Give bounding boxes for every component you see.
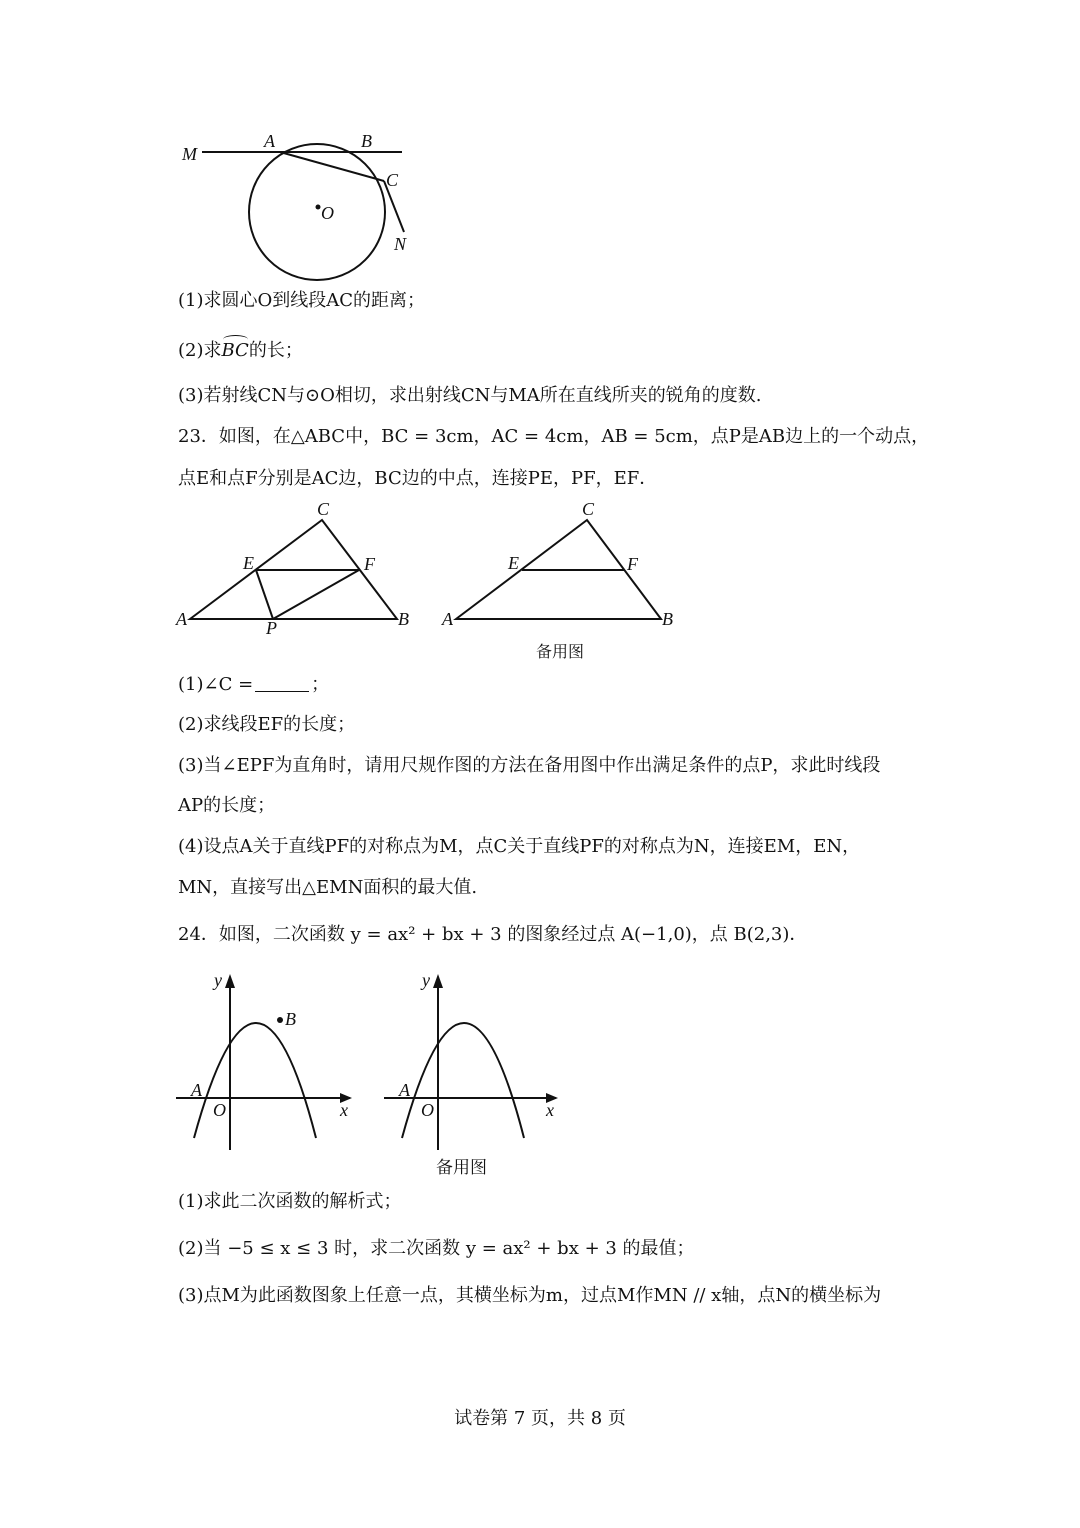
q24-part1: (1)求此二次函数的解析式； — [178, 1191, 402, 1212]
q23-part1-suffix: ； — [311, 674, 330, 695]
q23-part4-line2: MN，直接写出△EMN面积的最大值. — [178, 877, 478, 898]
q22-part2-suffix: 的长； — [248, 340, 303, 361]
parabola-figure-main — [170, 968, 370, 1150]
tri-label-C: C — [317, 499, 330, 519]
p1-label-B: B — [285, 1009, 296, 1029]
answer-blank[interactable] — [255, 673, 309, 692]
p1-label-O: O — [213, 1100, 226, 1120]
triangle-figure-spare — [436, 498, 696, 638]
label-A: A — [264, 131, 275, 151]
tri-label-E: E — [243, 553, 254, 573]
tri-label-A: A — [176, 609, 187, 629]
q23-part4-line1: (4)设点A关于直线PF的对称点为M，点C关于直线PF的对称点为N，连接EM，EN， — [178, 836, 861, 857]
label-C: C — [386, 170, 399, 190]
q23-part3-line1: (3)当∠EPF为直角时，请用尺规作图的方法在备用图中作出满足条件的点P，求此时线段 — [178, 755, 881, 776]
label-N: N — [394, 234, 407, 254]
q24-part3: (3)点M为此函数图象上任意一点，其横坐标为m，过点M作MN // x轴，点N的横坐标为 — [178, 1285, 882, 1306]
q24-spare-caption: 备用图 — [436, 1158, 487, 1178]
q23-part3-line2: AP的长度； — [178, 795, 276, 816]
p1-label-x: x — [340, 1100, 348, 1120]
q22-part2-prefix: (2)求 — [178, 340, 222, 361]
spare-label-B: B — [662, 609, 673, 629]
q22-part1: (1)求圆心O到线段AC的距离； — [178, 290, 426, 311]
parabola-figure-spare — [378, 968, 578, 1150]
spare-label-C: C — [582, 499, 595, 519]
label-B: B — [361, 131, 372, 151]
q23-stem-line2: 点E和点F分别是AC边，BC边的中点，连接PE，PF，EF． — [178, 468, 658, 489]
p2-label-x: x — [546, 1100, 554, 1120]
arc-bc: BC — [221, 340, 249, 361]
spare-label-A: A — [442, 609, 453, 629]
label-O: O — [321, 203, 334, 223]
circle-figure — [170, 120, 430, 285]
spare-label-F: F — [627, 554, 638, 574]
tri-label-P: P — [266, 618, 277, 638]
q22-part2 — [178, 339, 303, 363]
label-M: M — [182, 144, 197, 164]
q23-part2: (2)求线段EF的长度； — [178, 714, 356, 735]
p2-label-O: O — [421, 1100, 434, 1120]
p1-label-y: y — [214, 970, 222, 990]
q24-part2: (2)当 −5 ≤ x ≤ 3 时，求二次函数 y = ax² + bx + 3 的最值； — [178, 1238, 695, 1259]
tri-label-B: B — [398, 609, 409, 629]
q23-stem-line1: 23．如图，在△ABC中，BC = 3cm，AC = 4cm，AB = 5cm，点P是AB边上的一个动点， — [178, 426, 930, 447]
spare-label-E: E — [508, 553, 519, 573]
q23-part1 — [178, 673, 329, 697]
q24-stem: 24．如图，二次函数 y = ax² + bx + 3 的图象经过点 A(−1,0)，点 B(2,3)． — [178, 924, 808, 945]
p1-label-A: A — [191, 1080, 202, 1100]
page-footer: 试卷第 7 页，共 8 页 — [454, 1408, 626, 1429]
p2-label-A: A — [399, 1080, 410, 1100]
q23-spare-caption: 备用图 — [536, 642, 585, 661]
tri-label-F: F — [364, 554, 375, 574]
q22-part3: (3)若射线CN与⊙O相切，求出射线CN与MA所在直线所夹的锐角的度数. — [178, 385, 762, 406]
p2-label-y: y — [422, 970, 430, 990]
q23-part1-prefix: (1)∠C = — [178, 674, 254, 695]
triangle-figure-main — [170, 498, 430, 638]
